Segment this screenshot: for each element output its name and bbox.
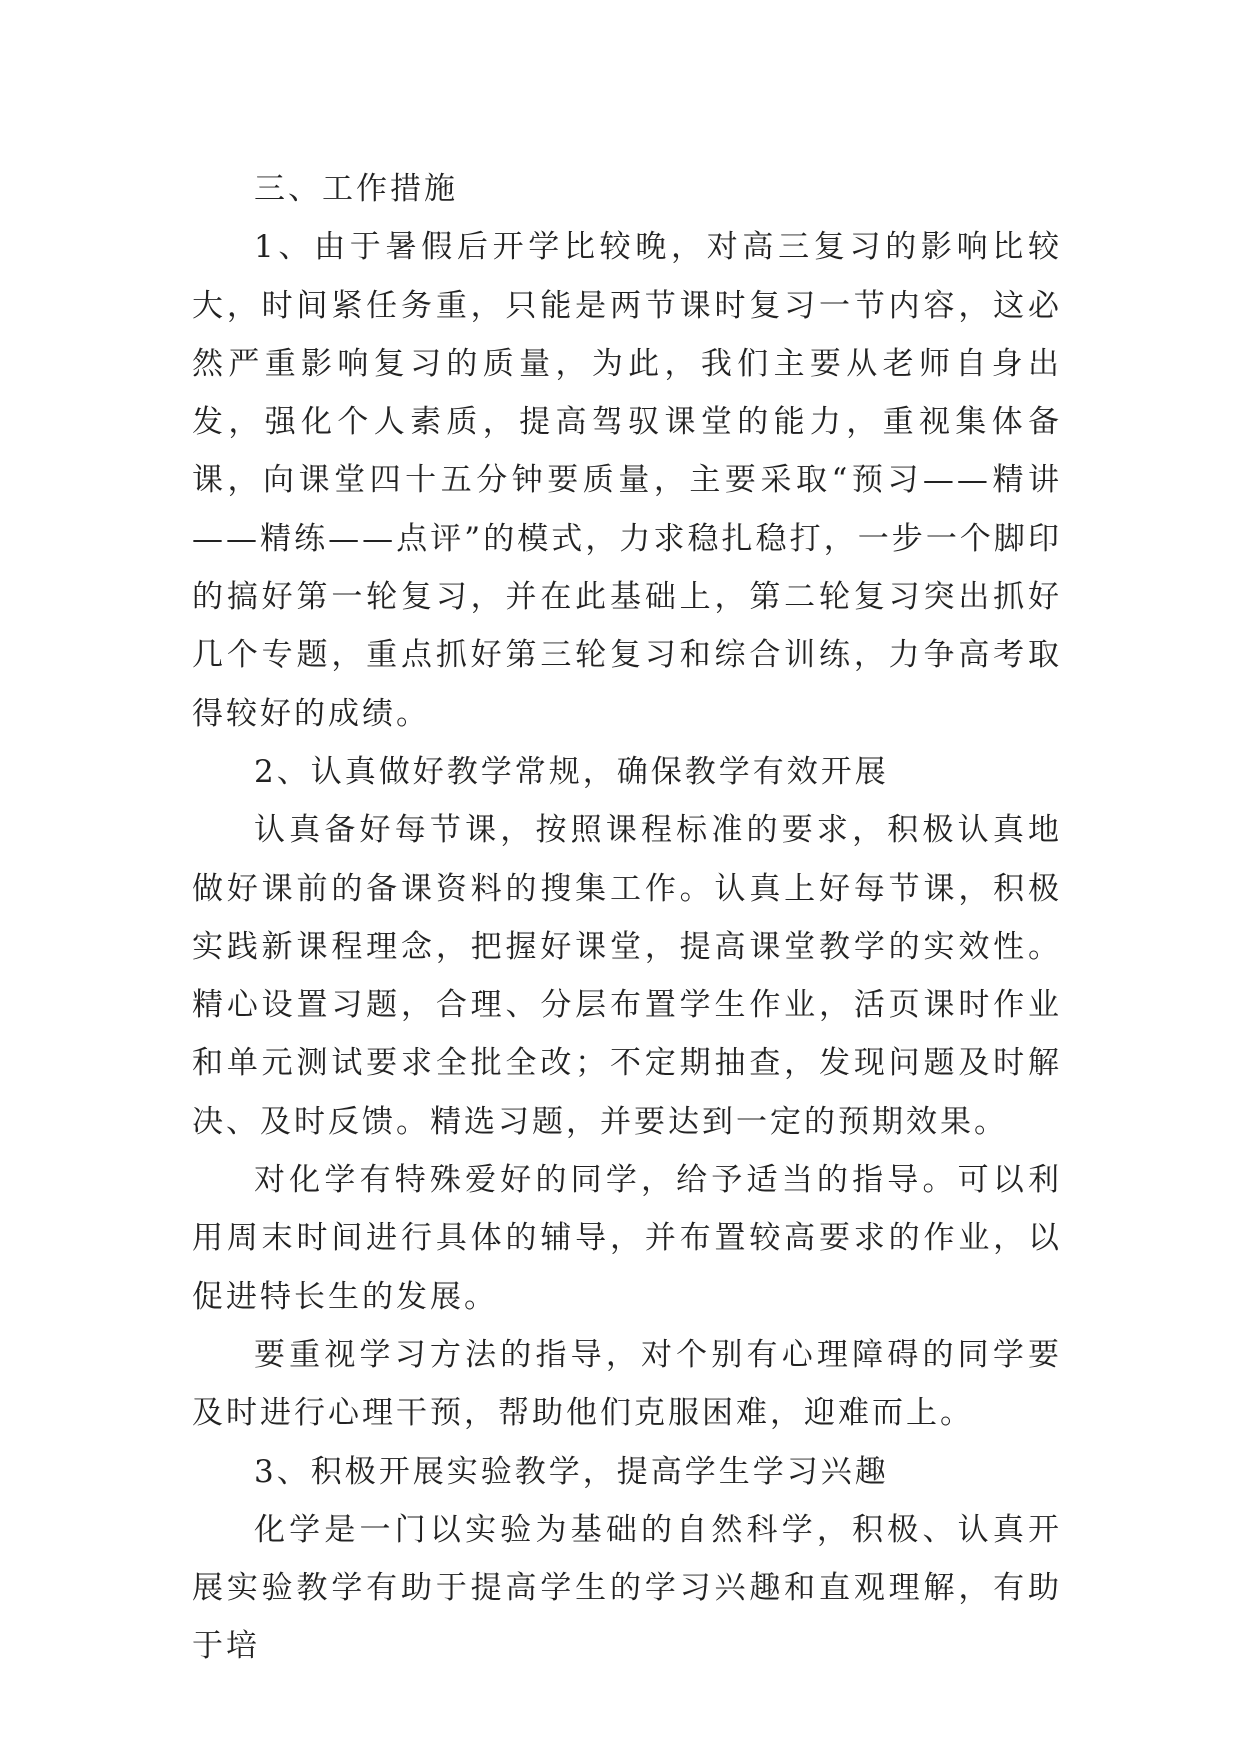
paragraph: 要重视学习方法的指导，对个别有心理障碍的同学要及时进行心理干预，帮助他们克服困难，迎难而上。: [192, 1336, 1062, 1432]
paragraph: 化学是一门以实验为基础的自然科学，积极、认真开展实验教学有助于提高学生的学习兴趣和直观理解，有助于培: [192, 1511, 1062, 1665]
paragraph: 认真备好每节课，按照课程标准的要求，积极认真地做好课前的备课资料的搜集工作。认真上好每节课，积极实践新课程理念，把握好课堂，提高课堂教学的实效性。精心设置习题，合理、分层布置学生作业，活页课时作业和单元测试要求全批全改；不定期抽查，发现问题及时解决、及时反馈。精选习题，并要达到一定的预期效果。: [192, 812, 1062, 1140]
document-body: [192, 160, 1062, 1676]
paragraph: 1、由于暑假后开学比较晚，对高三复习的影响比较大，时间紧任务重，只能是两节课时复习一节内容，这必然严重影响复习的质量，为此，我们主要从老师自身出发，强化个人素质，提高驾驭课堂的能力，重视集体备课，向课堂四十五分钟要质量，主要采取“预习——精讲——精练——点评”的模式，力求稳扎稳打，一步一个脚印的搞好第一轮复习，并在此基础上，第二轮复习突出抓好几个专题，重点抓好第三轮复习和综合训练，力争高考取得较好的成绩。: [192, 229, 1062, 732]
subsection-heading: 3、积极开展实验教学，提高学生学习兴趣: [254, 1453, 889, 1490]
section-heading: 三、工作措施: [254, 171, 458, 207]
subsection-heading: 2、认真做好教学常规，确保教学有效开展: [254, 753, 889, 790]
paragraph: 对化学有特殊爱好的同学，给予适当的指导。可以利用周末时间进行具体的辅导，并布置较高要求的作业，以促进特长生的发展。: [192, 1162, 1062, 1315]
